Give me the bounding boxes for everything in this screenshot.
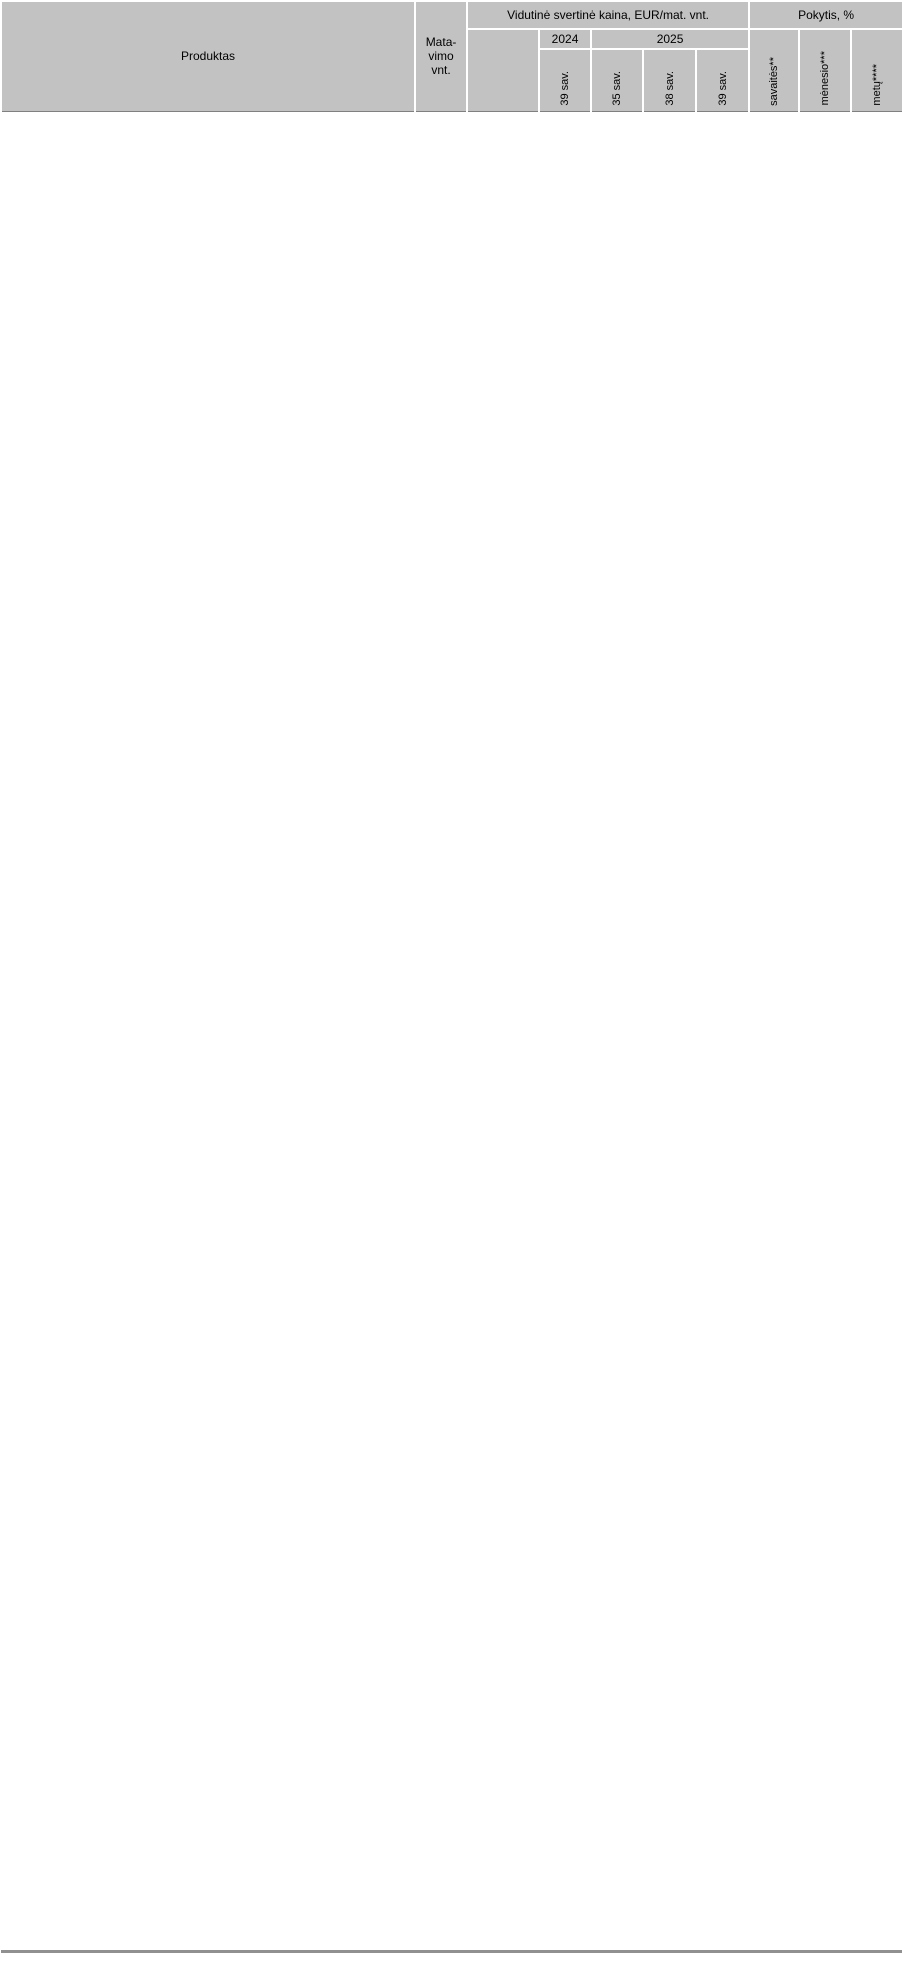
- table-row-be-akciju: [1, 617, 902, 640]
- table-row-akcine: [1, 272, 902, 295]
- table-body: [1, 111, 902, 1951]
- change-week-label: savaitės**: [768, 56, 781, 106]
- table-row-akcine: [1, 134, 902, 157]
- table-row-akcine: [1, 502, 902, 525]
- table-row-be-akciju: [1, 1399, 902, 1422]
- table-row-be-akciju: [1, 709, 902, 732]
- table-row-be-akciju: [1, 1123, 902, 1146]
- table-row-akcine: [1, 410, 902, 433]
- table-row-be-akciju: [1, 985, 902, 1008]
- table-row-be-akciju: [1, 433, 902, 456]
- table-row-akcine: [1, 1146, 902, 1169]
- change-group-header: Pokytis, %: [749, 1, 902, 29]
- change-year-label: metų****: [871, 63, 884, 106]
- table-row-akcine: [1, 1422, 902, 1445]
- table-row-be-akciju: [1, 387, 902, 410]
- table-row-akcine: [1, 180, 902, 203]
- table-row-be-akciju: [1, 1445, 902, 1468]
- table-row-akcine: [1, 1698, 902, 1721]
- table-row-akcine: [1, 824, 902, 847]
- table-row-be-akciju: [1, 1721, 902, 1744]
- table-row-akcine: [1, 226, 902, 249]
- table-row-akcine: [1, 640, 902, 663]
- week-label: 39 sav.: [559, 70, 572, 106]
- table-row-be-akciju: [1, 801, 902, 824]
- table-row-be-akciju: [1, 755, 902, 778]
- table-row-be-akciju: [1, 1491, 902, 1514]
- price-group-header: Vidutinė svertinė kaina, EUR/mat. vnt.: [467, 1, 749, 29]
- week-label: 38 sav.: [663, 70, 676, 106]
- week-header-2025-35: [591, 49, 643, 111]
- table-row-be-akciju: [1, 249, 902, 272]
- table-row-be-akciju: [1, 1077, 902, 1100]
- table-row-be-akciju: [1, 1169, 902, 1192]
- table-row-akcine: [1, 1100, 902, 1123]
- table-row-be-akciju: [1, 1675, 902, 1698]
- week-label: 39 sav.: [716, 70, 729, 106]
- table-row-akcine: [1, 1514, 902, 1537]
- table-row-akcine: [1, 594, 902, 617]
- table-row-akcine: [1, 1468, 902, 1491]
- change-week-header: [749, 29, 799, 111]
- change-month-header: [799, 29, 851, 111]
- table-row-akcine: [1, 456, 902, 479]
- table-row-akcine: [1, 1790, 902, 1813]
- table-row-be-akciju: [1, 1629, 902, 1652]
- table-row-akcine: [1, 1192, 902, 1215]
- table-row-akcine: [1, 732, 902, 755]
- year-2025-header: 2025: [591, 29, 749, 49]
- table-row-be-akciju: [1, 295, 902, 318]
- table-row-akcine: [1, 1882, 902, 1905]
- table-row-akcine: [1, 1054, 902, 1077]
- table-row-akcine: [1, 870, 902, 893]
- table-row-akcine: [1, 686, 902, 709]
- table-row-be-akciju: [1, 1813, 902, 1836]
- table-row-akcine: [1, 1238, 902, 1261]
- table-row-be-akciju: [1, 571, 902, 594]
- table-row-akcine: [1, 1836, 902, 1859]
- table-row-akcine: [1, 1560, 902, 1583]
- table-row-akcine: [1, 548, 902, 571]
- table-row-akcine: [1, 1330, 902, 1353]
- table-row-be-akciju: [1, 1261, 902, 1284]
- week-header-2025-39: [696, 49, 749, 111]
- table-row-akcine: [1, 318, 902, 341]
- table-row-be-akciju: [1, 939, 902, 962]
- table-row-be-akciju: [1, 1307, 902, 1330]
- table-row-be-akciju: [1, 479, 902, 502]
- table-row-akcine: [1, 916, 902, 939]
- table-row-akcine: [1, 1376, 902, 1399]
- table-row-be-akciju: [1, 1767, 902, 1790]
- table-row-akcine: [1, 364, 902, 387]
- change-month-label: mėnesio***: [819, 51, 832, 106]
- table-row-be-akciju: [1, 111, 902, 134]
- table-row-be-akciju: [1, 663, 902, 686]
- table-row-be-akciju: [1, 1859, 902, 1882]
- table-row-be-akciju: [1, 1905, 902, 1928]
- table-row-akcine: [1, 1928, 902, 1951]
- week-header-2024-39: [539, 49, 591, 111]
- table-row-akcine: [1, 1008, 902, 1031]
- table-row-akcine: [1, 778, 902, 801]
- table-row-be-akciju: [1, 525, 902, 548]
- table-row-be-akciju: [1, 893, 902, 916]
- change-year-header: [851, 29, 902, 111]
- table-row-be-akciju: [1, 1353, 902, 1376]
- table-row-be-akciju: [1, 1537, 902, 1560]
- header-row-groups: [1, 1, 902, 29]
- table-row-akcine: [1, 1652, 902, 1675]
- table-row-be-akciju: [1, 341, 902, 364]
- table-row-be-akciju: [1, 1583, 902, 1606]
- table-row-akcine: [1, 1606, 902, 1629]
- table-row-be-akciju: [1, 157, 902, 180]
- table-row-be-akciju: [1, 1031, 902, 1054]
- table-row-akcine: [1, 1284, 902, 1307]
- table-row-akcine: [1, 1744, 902, 1767]
- week-header-2025-38: [643, 49, 696, 111]
- table-row-akcine: [1, 962, 902, 985]
- produktas-header: Produktas: [1, 1, 415, 111]
- unit-header: Mata-vimo vnt.: [415, 1, 467, 111]
- week-label: 35 sav.: [611, 70, 624, 106]
- year-2024-header: 2024: [539, 29, 591, 49]
- table-row-be-akciju: [1, 1215, 902, 1238]
- table-header: [1, 1, 902, 111]
- table-row-be-akciju: [1, 203, 902, 226]
- price-type-column-header: [467, 29, 539, 111]
- table-row-be-akciju: [1, 847, 902, 870]
